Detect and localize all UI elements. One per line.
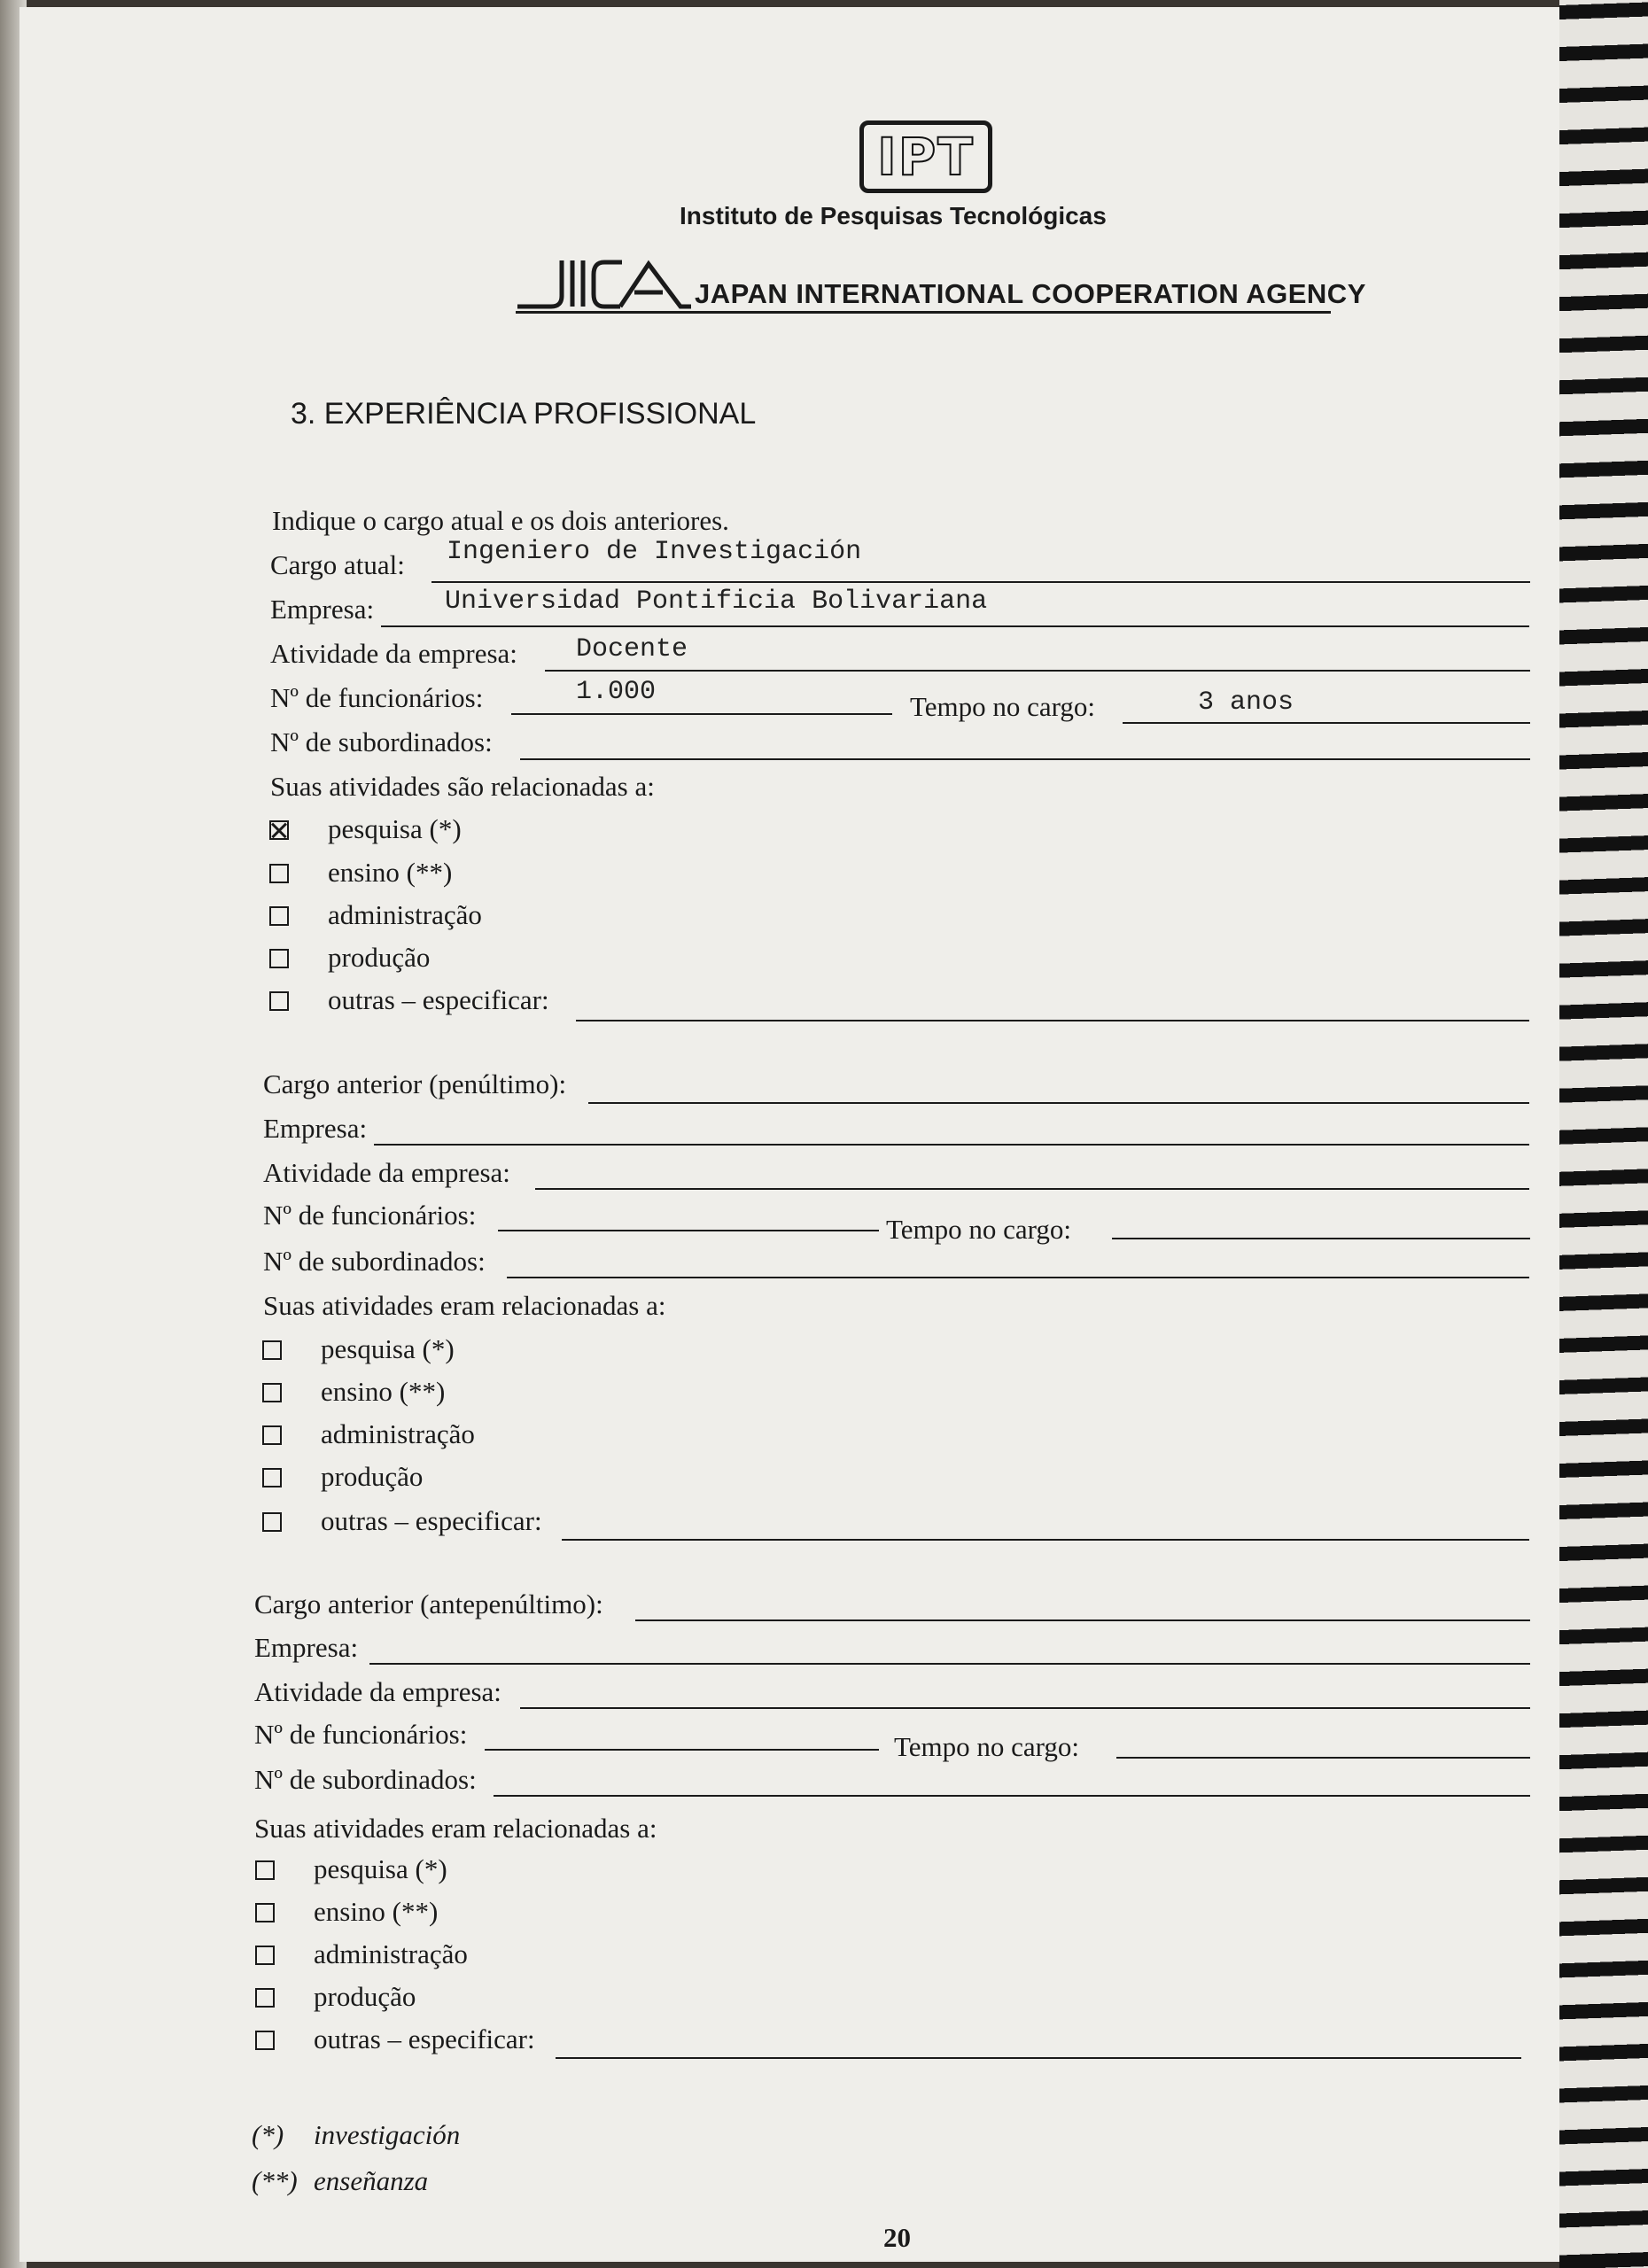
antepen-ensino-label: ensino (**): [314, 1896, 439, 1927]
prev-subordinados-line: [507, 1277, 1529, 1278]
antepen-atividade-label: Atividade da empresa:: [254, 1676, 501, 1707]
prev-producao-label: produção: [321, 1461, 424, 1492]
current-administracao-label: administração: [328, 899, 482, 930]
current-empresa-value[interactable]: Universidad Pontificia Bolivariana: [445, 586, 988, 617]
current-outras-checkbox[interactable]: [269, 991, 289, 1011]
current-subordinados-label: Nº de subordinados:: [270, 726, 493, 757]
antepen-outras-line: [556, 2057, 1521, 2059]
form-page: [19, 7, 1610, 2262]
prev-outras-label: outras – especificar:: [321, 1505, 542, 1536]
antepen-funcionarios-line: [485, 1749, 879, 1751]
antepen-administracao-checkbox[interactable]: [255, 1946, 275, 1965]
header-divider: [516, 311, 1331, 314]
current-producao-checkbox[interactable]: [269, 949, 289, 968]
prev-ensino-label: ensino (**): [321, 1376, 446, 1407]
current-cargo-value[interactable]: Ingeniero de Investigación: [447, 537, 862, 567]
current-pesquisa-checkbox[interactable]: [269, 820, 289, 840]
prev-empresa-label: Empresa:: [263, 1113, 368, 1144]
antepen-atividade-line: [520, 1707, 1530, 1709]
prev-administracao-label: administração: [321, 1418, 475, 1449]
antepen-pesquisa-checkbox[interactable]: [255, 1860, 275, 1880]
antepen-administracao-label: administração: [314, 1938, 468, 1969]
prev-subordinados-label: Nº de subordinados:: [263, 1246, 486, 1277]
prev-outras-line: [562, 1539, 1529, 1541]
current-cargo-label: Cargo atual:: [270, 549, 405, 580]
footnote-2-mark: (**): [252, 2165, 298, 2196]
prev-cargo-label: Cargo anterior (penúltimo):: [263, 1068, 567, 1099]
current-pesquisa-label: pesquisa (*): [328, 813, 462, 844]
current-ensino-label: ensino (**): [328, 857, 453, 888]
footnote-2-text: enseñanza: [314, 2165, 429, 2196]
current-atividade-value[interactable]: Docente: [576, 634, 688, 664]
current-tempo-value[interactable]: 3 anos: [1198, 687, 1294, 718]
antepen-producao-checkbox[interactable]: [255, 1988, 275, 2008]
antepen-tempo-label: Tempo no cargo:: [894, 1731, 1080, 1762]
current-tempo-label: Tempo no cargo:: [910, 691, 1096, 722]
current-funcionarios-label: Nº de funcionários:: [270, 682, 484, 713]
prev-atividade-label: Atividade da empresa:: [263, 1157, 510, 1188]
prev-empresa-line: [374, 1144, 1529, 1146]
current-administracao-checkbox[interactable]: [269, 906, 289, 926]
antepen-producao-label: produção: [314, 1981, 416, 2012]
prev-pesquisa-label: pesquisa (*): [321, 1333, 455, 1364]
antepen-funcionarios-label: Nº de funcionários:: [254, 1719, 468, 1750]
current-tempo-line: [1123, 722, 1530, 724]
prev-tempo-label: Tempo no cargo:: [886, 1214, 1072, 1245]
antepen-subordinados-label: Nº de subordinados:: [254, 1764, 477, 1795]
current-atividades-heading: Suas atividades são relacionadas a:: [270, 771, 655, 802]
prev-cargo-line: [588, 1102, 1529, 1104]
current-empresa-label: Empresa:: [270, 594, 375, 625]
jica-agency-name: JAPAN INTERNATIONAL COOPERATION AGENCY: [695, 278, 1366, 309]
antepen-cargo-label: Cargo anterior (antepenúltimo):: [254, 1588, 603, 1619]
antepen-atividades-heading: Suas atividades eram relacionadas a:: [254, 1813, 657, 1844]
current-atividade-label: Atividade da empresa:: [270, 638, 517, 669]
antepen-empresa-line: [369, 1663, 1530, 1665]
footnote-1-text: investigación: [314, 2119, 461, 2150]
antepen-cargo-line: [635, 1619, 1530, 1621]
current-outras-line: [576, 1020, 1529, 1021]
current-cargo-line: [431, 581, 1530, 583]
current-ensino-checkbox[interactable]: [269, 864, 289, 883]
current-outras-label: outras – especificar:: [328, 984, 549, 1015]
prev-atividade-line: [535, 1188, 1529, 1190]
current-funcionarios-value[interactable]: 1.000: [576, 677, 657, 707]
antepen-outras-label: outras – especificar:: [314, 2023, 535, 2054]
prev-outras-checkbox[interactable]: [262, 1512, 282, 1532]
antepen-outras-checkbox[interactable]: [255, 2031, 275, 2050]
prev-funcionarios-label: Nº de funcionários:: [263, 1200, 477, 1231]
prev-administracao-checkbox[interactable]: [262, 1425, 282, 1445]
prev-pesquisa-checkbox[interactable]: [262, 1340, 282, 1360]
prev-funcionarios-line: [498, 1230, 879, 1231]
current-funcionarios-line: [511, 713, 892, 715]
antepen-ensino-checkbox[interactable]: [255, 1903, 275, 1922]
prev-atividades-heading: Suas atividades eram relacionadas a:: [263, 1290, 666, 1321]
ipt-logo: IPT: [859, 120, 992, 193]
current-producao-label: produção: [328, 942, 431, 973]
section-title: 3. EXPERIÊNCIA PROFISSIONAL: [291, 397, 757, 431]
antepen-empresa-label: Empresa:: [254, 1632, 359, 1663]
antepen-tempo-line: [1116, 1757, 1530, 1759]
spiral-binding: [1559, 0, 1648, 2268]
antepen-pesquisa-label: pesquisa (*): [314, 1853, 447, 1884]
jica-logo: [516, 255, 693, 310]
footnote-1-mark: (*): [252, 2119, 284, 2150]
page-number: 20: [883, 2222, 911, 2253]
prev-producao-checkbox[interactable]: [262, 1468, 282, 1487]
prev-tempo-line: [1112, 1238, 1530, 1239]
current-empresa-line: [381, 625, 1529, 627]
current-subordinados-line: [520, 758, 1530, 760]
current-atividade-line: [545, 670, 1530, 672]
prev-ensino-checkbox[interactable]: [262, 1383, 282, 1402]
intro-text: Indique o cargo atual e os dois anteriores.: [272, 505, 729, 536]
ipt-institute-name: Instituto de Pesquisas Tecnológicas: [680, 202, 1107, 229]
antepen-subordinados-line: [494, 1795, 1530, 1797]
